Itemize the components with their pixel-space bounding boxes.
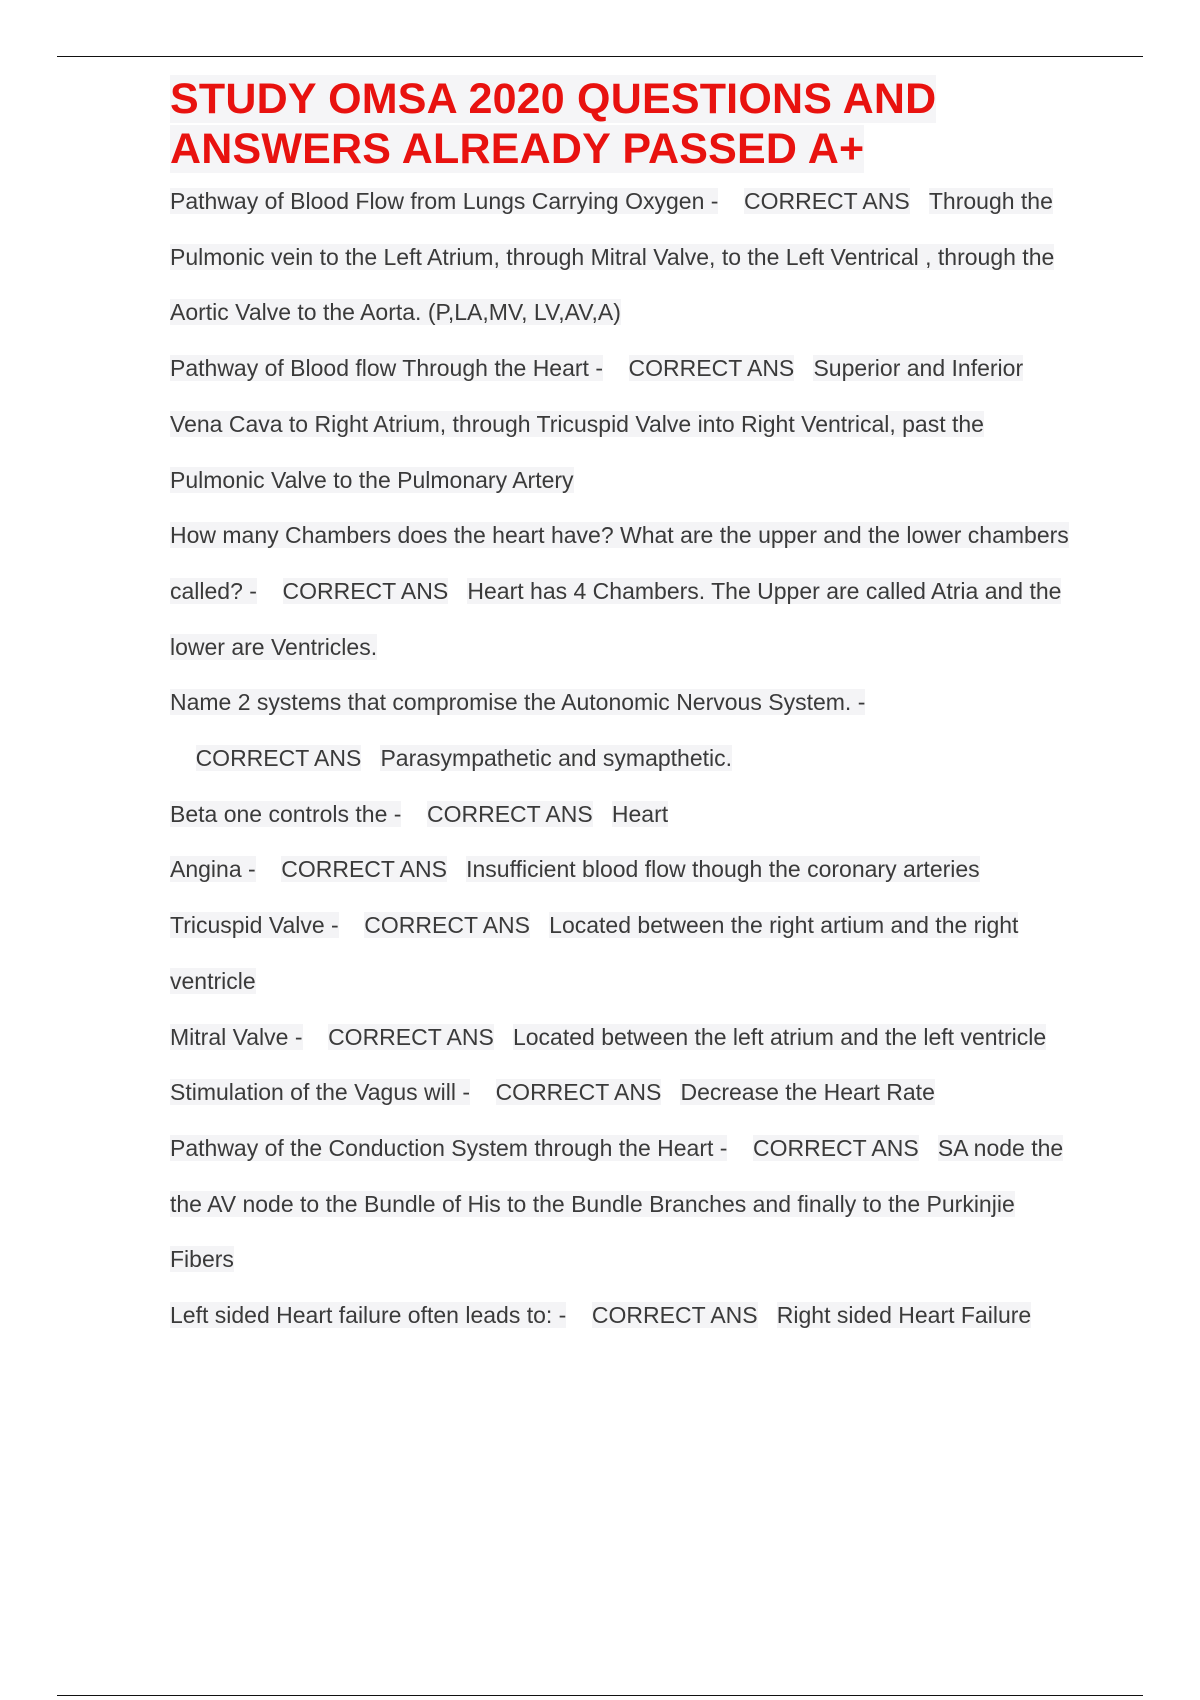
answer-text: Parasympathetic and symapthetic. (380, 745, 733, 772)
answer-text: SA node the the AV node to the Bundle of His to the Bundle Branches and finally to the Purkinjie Fibers (170, 1134, 1064, 1273)
document-body (170, 74, 1070, 1344)
question-text: Pathway of the Conduction System through the Heart - (170, 1134, 728, 1161)
correct-answer-label: CORRECT ANS (195, 745, 362, 772)
correct-answer-label: CORRECT ANS (591, 1302, 758, 1329)
answer-text: Heart has 4 Chambers. The Upper are called Atria and the lower are Ventricles. (170, 577, 1062, 660)
answer-text: Superior and Inferior Vena Cava to Right Atrium, through Tricuspid Valve into Right Ventrical, past the Pulmonic Valve to the Pulmonary Artery (170, 355, 1024, 493)
question-text: Mitral Valve - (170, 1023, 303, 1050)
bottom-rule (57, 1695, 1143, 1696)
correct-answer-label: CORRECT ANS (364, 912, 530, 939)
answer-text: Heart (611, 800, 669, 827)
top-rule (57, 56, 1143, 57)
question-text: Tricuspid Valve - (170, 912, 339, 939)
title-line-1: STUDY OMSA 2020 QUESTIONS AND (170, 75, 937, 123)
correct-answer-label: CORRECT ANS (752, 1134, 919, 1161)
question-text: Left sided Heart failure often leads to: - (170, 1302, 567, 1329)
answer-text: Decrease the Heart Rate (680, 1079, 935, 1106)
correct-answer-label: CORRECT ANS (328, 1023, 494, 1050)
answer-text: Located between the left atrium and the left ventricle (512, 1023, 1047, 1050)
qa-item (170, 787, 1070, 843)
correct-answer-label: CORRECT ANS (281, 856, 447, 883)
title-line-2: ANSWERS ALREADY PASSED A+ (170, 125, 865, 173)
qa-item (170, 842, 1070, 898)
qa-item (170, 341, 1070, 508)
question-text: How many Chambers does the heart have? What are the upper and the lower chambers called? - (170, 522, 1069, 604)
correct-answer-label: CORRECT ANS (426, 800, 593, 827)
correct-answer-label: CORRECT ANS (628, 355, 795, 382)
question-text: Stimulation of the Vagus will - (170, 1079, 470, 1106)
answer-text: Located between the right artium and the right ventricle (170, 912, 1019, 994)
document-title (170, 74, 1070, 174)
question-text: Name 2 systems that compromise the Autonomic Nervous System. - (170, 689, 866, 716)
qa-item (170, 1288, 1070, 1344)
qa-item (170, 898, 1070, 1009)
qa-item (170, 1065, 1070, 1121)
correct-answer-label: CORRECT ANS (495, 1079, 662, 1106)
qa-list (170, 174, 1070, 1344)
qa-item (170, 1121, 1070, 1288)
question-text: Pathway of Blood flow Through the Heart - (170, 355, 603, 382)
correct-answer-label: CORRECT ANS (743, 188, 910, 214)
qa-item (170, 508, 1070, 675)
question-text: Angina - (170, 856, 256, 883)
answer-text: Right sided Heart Failure (776, 1302, 1032, 1329)
answer-text: Through the Pulmonic vein to the Left Atrium, through Mitral Valve, to the Left Ventrical , through the Aortic Valve to the Aorta. (P,LA,MV, LV,AV,A) (170, 188, 1055, 326)
qa-item (170, 174, 1070, 341)
qa-item (170, 675, 1070, 786)
question-text: Pathway of Blood Flow from Lungs Carrying Oxygen - (170, 188, 719, 214)
correct-answer-label: CORRECT ANS (282, 577, 449, 604)
qa-item (170, 1010, 1070, 1066)
question-text: Beta one controls the - (170, 800, 402, 827)
answer-text: Insufficient blood flow though the coronary arteries (466, 856, 980, 883)
